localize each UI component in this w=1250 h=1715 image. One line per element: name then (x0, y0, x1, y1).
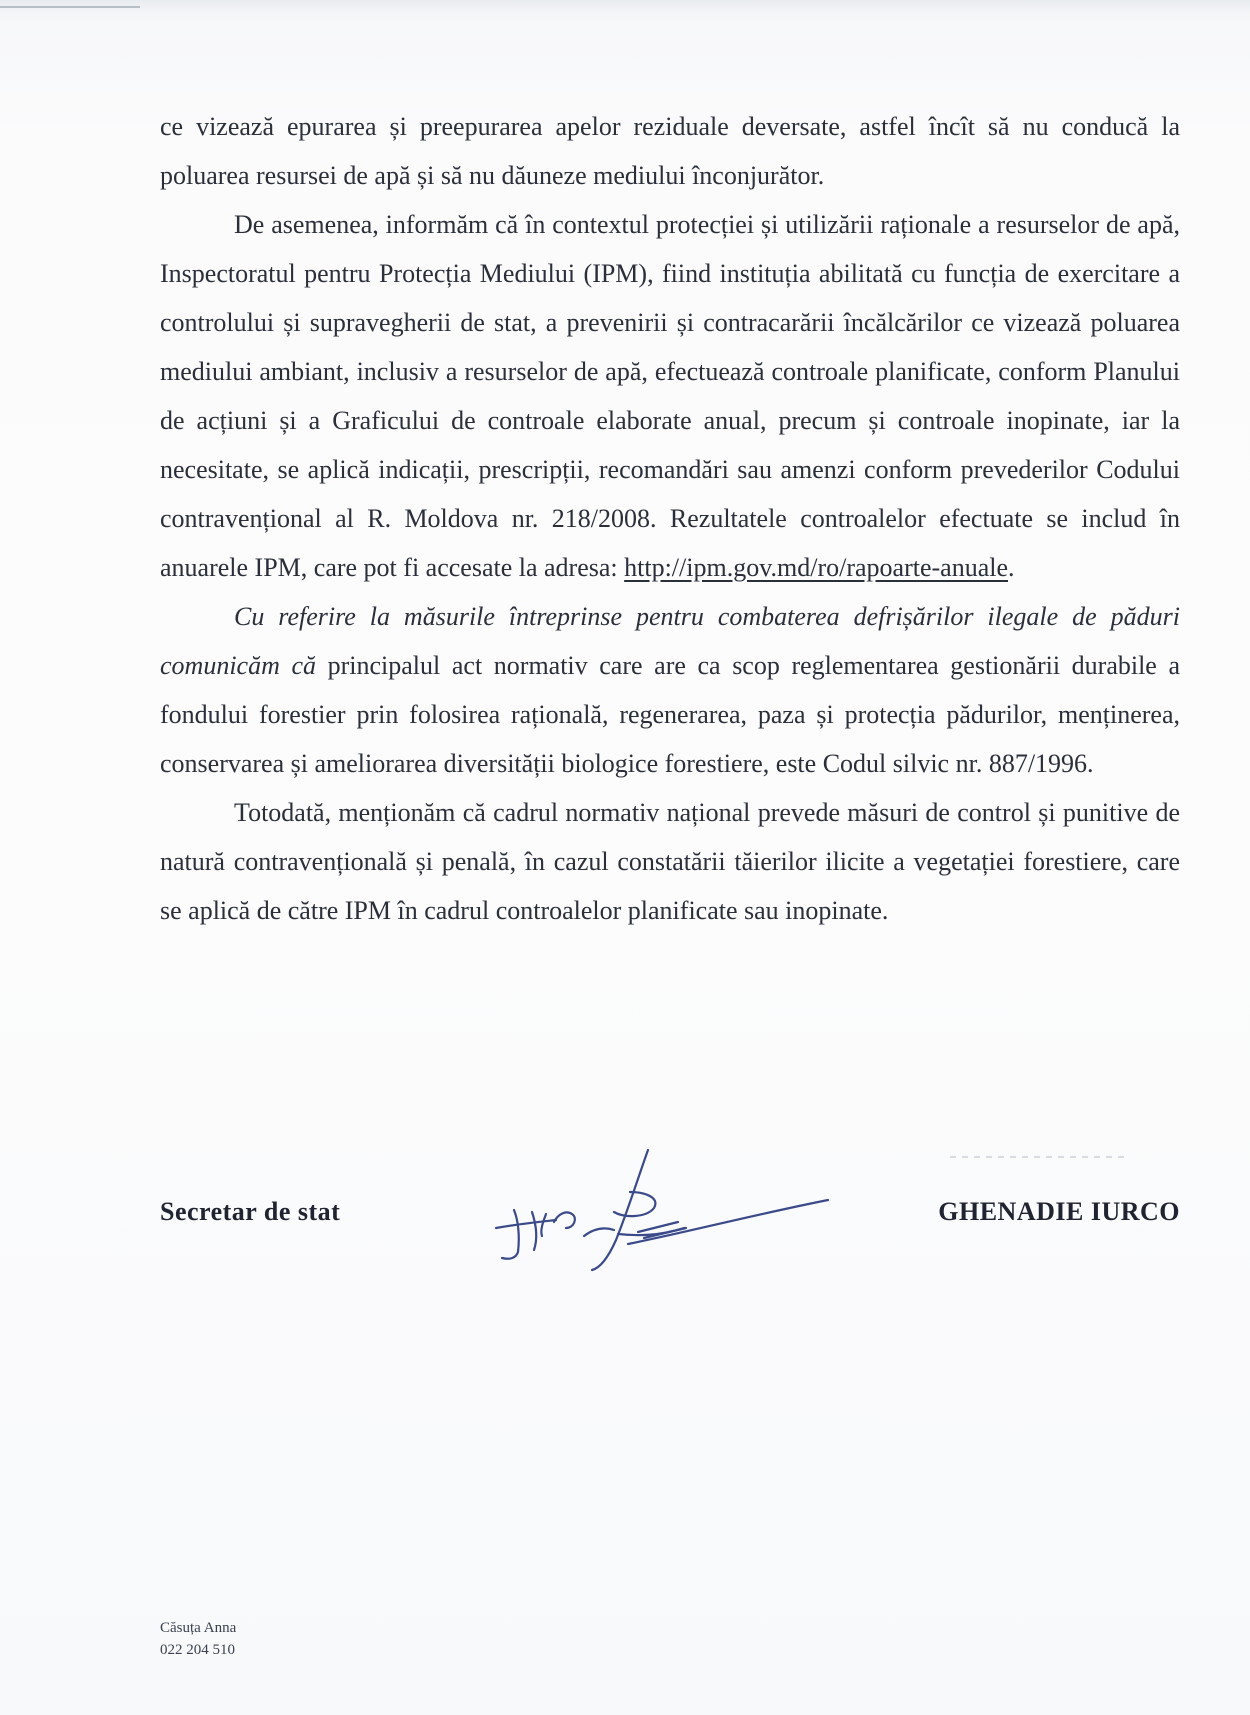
signatory-title: Secretar de stat (160, 1197, 341, 1226)
ipm-reports-link[interactable]: http://ipm.gov.md/ro/rapoarte-anuale (624, 553, 1009, 582)
letter-body (160, 102, 1180, 935)
paragraph-ipm-controls (160, 200, 1180, 592)
signatory-name: GHENADIE IURCO (938, 1197, 1180, 1226)
scan-artifact-line (0, 6, 140, 8)
paragraph-continuation: ce vizează epurarea și preepurarea apelor reziduale deversate, astfel încît să nu conducă la poluarea resursei de apă și să nu dăuneze mediului înconjurător. (160, 112, 1180, 190)
handwritten-signature (488, 1140, 838, 1280)
paragraph-punitive-measures: Totodată, menționăm că cadrul normativ național prevede măsuri de control și punitive de natură contravențională și penală, în cazul constatării tăierilor ilicite a vegetației forestiere, care se aplică de către IPM în cadrul controalelor planificate sau inopinate. (160, 798, 1180, 925)
paragraph-forest-code (160, 592, 1180, 788)
contact-footer (160, 1617, 236, 1661)
contact-person-name: Căsuța Anna (160, 1620, 237, 1636)
faint-scan-dots (950, 1156, 1130, 1158)
paragraph-ipm-tail: . (1008, 553, 1015, 582)
paragraph-ipm-text: De asemenea, informăm că în contextul protecției și utilizării raționale a resurselor de apă, Inspectoratul pentru Protecția Mediului (IPM), fiind instituția abilitată cu funcția de exercitare a controlului și supravegherii de stat, a prevenirii și contracarării încălcărilor ce vizează poluarea mediului ambiant, inclusiv a resurselor de apă, efectuează controale planificate, conform Planului de acțiuni și a Graficului de controale elaborate anual, precum și controale inopinate, iar la necesitate, se aplică indicații, prescripții, recomandări sau amenzi conform prevederilor Codului contravențional al R. Moldova nr. 218/2008. Rezultatele controalelor efectuate se includ în anuarele IPM, care pot fi accesate la adresa: (160, 210, 1180, 582)
contact-phone-number: 022 204 510 (160, 1642, 235, 1658)
paragraph-forest-italic-lead: Cu referire la măsurile întreprinse pentru combaterea defrișărilor ilegale de păduri comunicăm că (160, 602, 1180, 680)
paragraph-forest-text: principalul act normativ care are ca scop reglementarea gestionării durabile a fondului forestier prin folosirea rațională, regenerarea, paza și protecția pădurilor, menținerea, conservarea și ameliorarea diversității biologice forestiere, este Codul silvic nr. 887/1996. (160, 651, 1180, 778)
scan-top-edge (0, 0, 1250, 24)
